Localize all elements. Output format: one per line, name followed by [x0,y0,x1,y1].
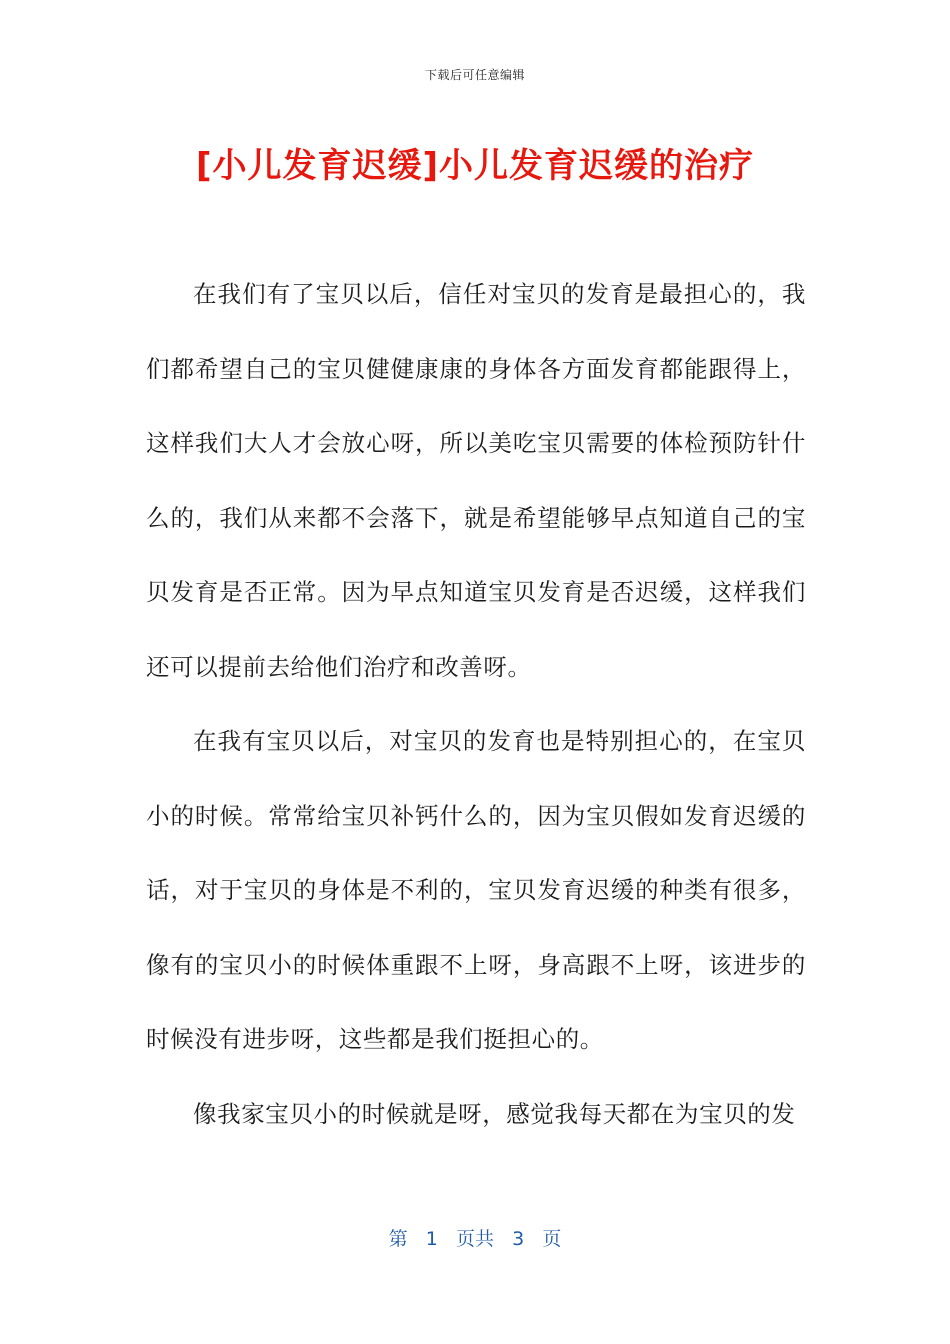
paragraph-2: 在我有宝贝以后，对宝贝的发育也是特别担心的，在宝贝小的时候。常常给宝贝补钙什么的，因为宝贝假如发育迟缓的话，对于宝贝的身体是不利的，宝贝发育迟缓的种类有很多，像有的宝贝小的时候体重跟不上呀，身高跟不上呀，该进步的时候没有进步呀，这些都是我们挺担心的。 [146,727,806,1053]
paragraph-3: 像我家宝贝小的时候就是呀，感觉我每天都在为宝贝的发 [193,1099,796,1128]
footer-total-pages: 3 [512,1228,525,1250]
document-title: [小儿发育迟缓]小儿发育迟缓的治疗 [195,146,755,186]
header-note: 下载后可任意编辑 [424,68,525,82]
footer-page-suffix: 页 [542,1228,562,1250]
document-body [146,257,806,1151]
page-footer [0,1224,950,1251]
footer-page-middle: 页共 [455,1228,494,1250]
footer-current-page: 1 [425,1228,438,1250]
footer-page-prefix: 第 [388,1228,408,1250]
paragraph-1: 在我们有了宝贝以后，信任对宝贝的发育是最担心的，我们都希望自己的宝贝健健康康的身体各方面发育都能跟得上，这样我们大人才会放心呀，所以美吃宝贝需要的体检预防针什么的，我们从来都不会落下，就是希望能够早点知道自己的宝贝发育是否正常。因为早点知道宝贝发育是否迟缓，这样我们还可以提前去给他们治疗和改善呀。 [146,280,806,681]
